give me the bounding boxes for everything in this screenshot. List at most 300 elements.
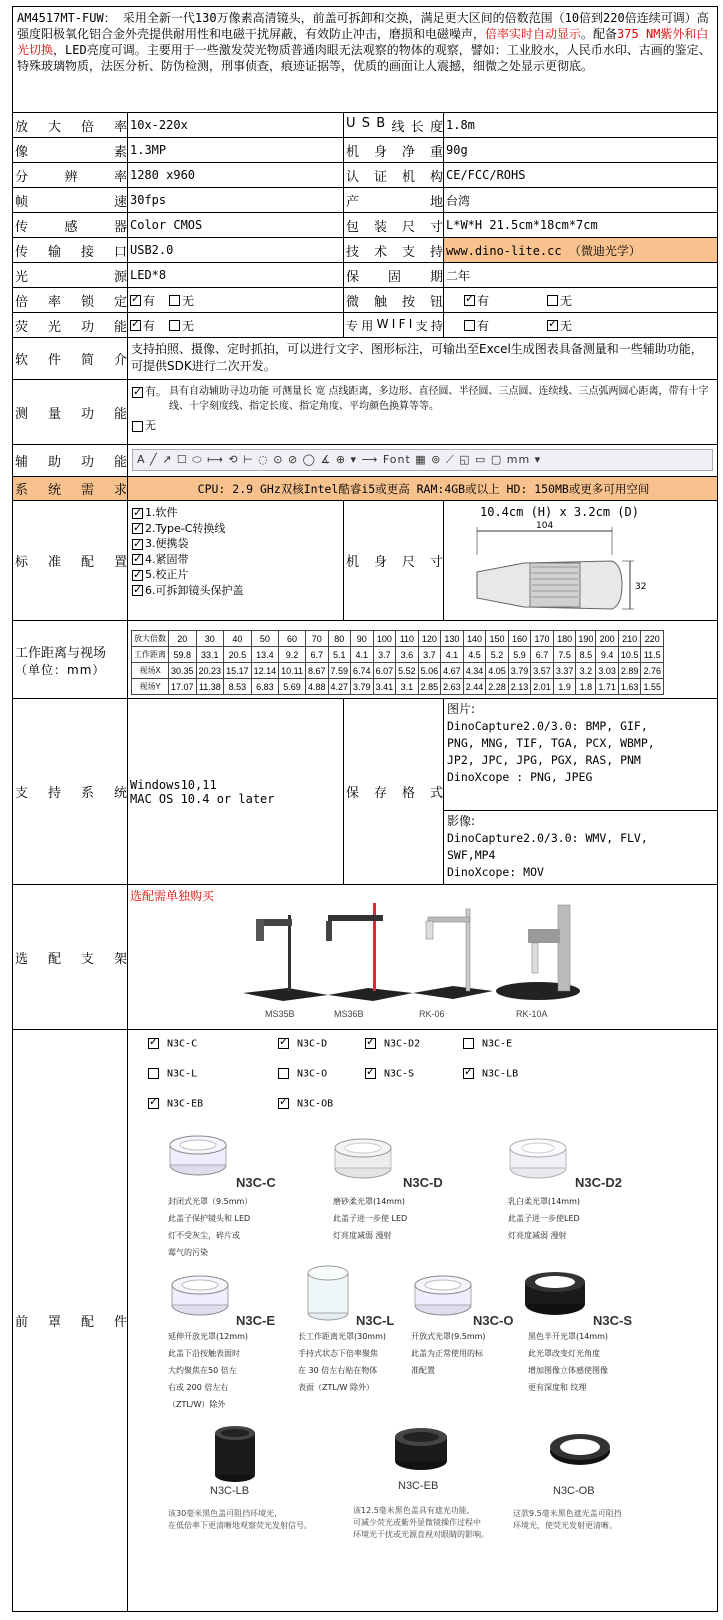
workdist-row: [132, 631, 664, 647]
workdist-cell: 140: [463, 631, 486, 647]
workdist-cell: 5.06: [418, 663, 441, 679]
lens-hood-description-line: 此盖子进一步使LED: [508, 1214, 580, 1223]
workdist-cell: 6.74: [351, 663, 374, 679]
stand-rk10a-image: [496, 905, 580, 1000]
stand-ms36b-image: [326, 903, 413, 1001]
workdist-cell: 190: [576, 631, 596, 647]
fmt-label-text: 保 存 格 式: [346, 786, 443, 801]
workdist-cell: 2.63: [441, 679, 464, 695]
spec-value: 90g: [444, 138, 717, 163]
cap-option-label: N3C-O: [297, 1068, 328, 1080]
spec-value: LED*8: [128, 263, 344, 288]
workdist-cell: 10.11: [279, 663, 306, 679]
meas-label-text: 测 量 功 能: [15, 406, 127, 422]
spec-label: 像 素: [13, 138, 128, 163]
standard-item: [132, 567, 339, 583]
lens-hood-description-line: 此盖为正常使用的标: [411, 1349, 483, 1358]
image-format-line1: DinoCapture2.0/3.0: BMP, GIF,: [447, 719, 648, 733]
intro-highlight-2: 375 NM紫外和白光切换: [17, 27, 709, 57]
cap-option: [278, 1098, 333, 1110]
cap-option-label: N3C-E: [482, 1038, 513, 1050]
workdist-cell: 5.2: [486, 647, 509, 663]
standard-item-checkbox[interactable]: [132, 585, 143, 596]
lens-hood-description-line: 表面（ZTL/W 除外）: [298, 1383, 374, 1392]
workdist-cell: 2.01: [531, 679, 554, 695]
os-list: [128, 699, 344, 885]
spec-label: 产 地: [344, 188, 444, 213]
intro-part-3: ，LED亮度可调。主要用于一些激发荧光物质普通肉眼无法观察的物体的观察，譬如：工业胶水，人民币水印、古画的鉴定、特殊玻璃物质，法医分析、防伪检测，刑事侦查，痕迹证据等，优质的画面让人震撼，细微之处显示更彻底。: [17, 43, 711, 73]
aux-label: [13, 445, 128, 477]
system-label: [13, 477, 128, 501]
lens-hood-description: [168, 1328, 248, 1413]
stand-rk06-image: [413, 909, 493, 999]
standard-item: [132, 521, 339, 537]
workdist-cell: 3.41: [373, 679, 396, 695]
workdist-cell: 70: [305, 631, 328, 647]
cap-option-label: N3C-EB: [167, 1098, 204, 1110]
standard-item: [132, 536, 339, 552]
cap-option-checkbox[interactable]: [365, 1038, 376, 1049]
workdist-cell: 170: [531, 631, 554, 647]
image-format-line2: PNG, MNG, TIF, TGA, PCX, WBMP,: [447, 736, 655, 750]
standard-item-label: 1.软件: [145, 506, 178, 519]
standard-item-checkbox[interactable]: [132, 523, 143, 534]
touch-button-yes-label: 有: [477, 293, 490, 308]
fluorescent-no-label: 无: [182, 318, 195, 333]
spec-label: 保 固 期: [344, 263, 444, 288]
lens-hood-description-line: 环境光干扰或光源直视对眼睛的影响。: [353, 1530, 489, 1539]
workdist-row-header: 视场X: [132, 663, 169, 679]
workdist-cell: 20.5: [224, 647, 252, 663]
fluorescent-yes-label: 有: [143, 318, 156, 333]
cap-option-checkbox[interactable]: [278, 1038, 289, 1049]
lens-hood-description: [353, 1505, 489, 1541]
touch-button-yes-checkbox[interactable]: [464, 295, 475, 306]
standard-item: [132, 552, 339, 568]
aux-toolbar-cell: [128, 445, 717, 477]
touch-label-text: 微 触 按 钮: [346, 294, 443, 310]
intro-part-2: 。配备: [581, 27, 618, 41]
workdist-cell: 60: [279, 631, 306, 647]
lens-hood-name: N3C-E: [236, 1313, 276, 1328]
lens-hood-description-line: 准配置: [411, 1366, 435, 1375]
workdist-cell: 1.8: [576, 679, 596, 695]
workdist-cell: 110: [396, 631, 419, 647]
measure-options: [128, 380, 717, 445]
os-mac: MAC OS 10.4 or later: [130, 791, 275, 806]
workdist-row: [132, 647, 664, 663]
spec-value: 1.8m: [444, 113, 717, 138]
spec-label: 技 术 支 持: [344, 238, 444, 263]
ratio-lock-no-label: 无: [182, 293, 195, 308]
ratio-lock-yes-checkbox[interactable]: [130, 295, 141, 306]
lens-hood-image: [170, 1275, 230, 1320]
workdist-cell: 1.55: [641, 679, 664, 695]
workdist-cell: 4.05: [486, 663, 509, 679]
ratio-lock-options: [128, 288, 344, 313]
microscope-dimension-drawing: [444, 515, 717, 621]
lens-hood-description-line: 霉气的污染: [168, 1248, 208, 1257]
lens-hood-description-line: 该30毫米黑色盖可阻挡环境光,: [168, 1509, 277, 1518]
spec-label: 传 感 器: [13, 213, 128, 238]
spec-value: 10x-220x: [128, 113, 344, 138]
workdist-cell: 17.07: [169, 679, 197, 695]
lens-hood-image: [548, 1425, 612, 1472]
workdist-cell: 120: [418, 631, 441, 647]
spec-label: U S B 线 长 度: [344, 113, 444, 138]
wifi-yes-label: 有: [477, 318, 490, 333]
dim-diameter-value: 32: [635, 582, 647, 592]
lens-hood-description-line: 此盖子保护镜头和 LED: [168, 1214, 251, 1223]
cap-option-label: N3C-D2: [384, 1038, 421, 1050]
lens-hood-name: N3C-OB: [553, 1485, 595, 1497]
spec-value: 30fps: [128, 188, 344, 213]
cap-option: [463, 1068, 518, 1080]
image-format-line4: DinoXcope : PNG, JPEG: [447, 770, 593, 784]
stands-note: 选配需单独购买: [130, 889, 215, 903]
workdist-cell: 80: [328, 631, 351, 647]
os-windows: Windows10,11: [130, 777, 217, 792]
workdist-cell: 6.7: [531, 647, 554, 663]
spec-label: 放 大 倍 率: [13, 113, 128, 138]
wifi-no-label: 无: [560, 318, 573, 333]
workdist-cell: 9.4: [596, 647, 619, 663]
workdist-cell: 8.67: [305, 663, 328, 679]
lens-hood-description-line: 此盖下沿按触表面时: [168, 1349, 240, 1358]
touch-button-no-label: 无: [560, 293, 573, 308]
workdist-cell: 3.1: [396, 679, 419, 695]
spec-sheet: [12, 6, 718, 1612]
spec-label: 认 证 机 构: [344, 163, 444, 188]
lens-hood-image: [306, 1265, 350, 1326]
workdist-cell: 4.67: [441, 663, 464, 679]
format-label: [344, 699, 444, 885]
fluorescent-options: [128, 313, 344, 338]
format-image-cell: [444, 699, 717, 811]
stand-label-text: 选 配 支 架: [15, 951, 127, 967]
workdist-row: [132, 679, 664, 695]
lens-hood-description-line: （ZTL/W）除外: [168, 1400, 226, 1409]
workdist-cell: 50: [251, 631, 279, 647]
ratio-lock-no-checkbox[interactable]: [169, 295, 180, 306]
video-format-line3: DinoXcope: MOV: [447, 865, 544, 879]
lens-hood-description-line: 磨砂柔光罩(14mm): [333, 1197, 406, 1206]
standard-item-checkbox[interactable]: [132, 570, 143, 581]
lens-hood-name: N3C-D: [403, 1175, 443, 1190]
workdist-cell: 59.8: [169, 647, 197, 663]
workdist-table: [131, 630, 664, 695]
workdist-cell: 4.27: [328, 679, 351, 695]
standard-item: [132, 583, 339, 599]
workdist-label-line2: （单位：mm）: [15, 662, 106, 677]
lens-hood-image: [213, 1425, 257, 1488]
workdist-cell: 2.89: [618, 663, 641, 679]
lens-hood-description-line: 此盖子进一步使 LED: [333, 1214, 408, 1223]
workdist-cell: 3.7: [418, 647, 441, 663]
workdist-cell: 20: [169, 631, 197, 647]
workdist-cell: 1.9: [553, 679, 576, 695]
intro-paragraph: [13, 7, 717, 113]
spec-value: 1280 x960: [128, 163, 344, 188]
lens-hood-description-line: 开放式光罩(9.5mm): [411, 1332, 486, 1341]
stands-label: [13, 885, 128, 1030]
intro-highlight-1: 倍率实时自动显示: [485, 27, 582, 41]
workdist-cell: 8.5: [576, 647, 596, 663]
touch-button-no-checkbox[interactable]: [547, 295, 558, 306]
sys-label-text: 系 统 需 求: [15, 483, 127, 498]
workdist-cell: 15.17: [224, 663, 252, 679]
touch-button-label: [344, 288, 444, 313]
workdist-cell: 2.85: [418, 679, 441, 695]
cap-option-label: N3C-OB: [297, 1098, 334, 1110]
image-format-title: 图片:: [447, 702, 476, 716]
workdist-label: [13, 621, 128, 699]
ratio-label-text: 倍 率 锁 定: [15, 294, 127, 310]
cap-option-checkbox[interactable]: [148, 1098, 159, 1109]
lens-hood-description-line: 该12.5毫米黑色盖具有遮光功能,: [353, 1506, 470, 1515]
workdist-cell: 6.7: [305, 647, 328, 663]
lens-hood-name: N3C-S: [593, 1313, 633, 1328]
body-size-label: [344, 501, 444, 621]
workdist-cell: 4.1: [441, 647, 464, 663]
lens-hood-description-line: 环境光，使荧光发射更清晰。: [513, 1521, 617, 1530]
workdist-cell: 6.07: [373, 663, 396, 679]
standard-item: [132, 505, 339, 521]
workdist-cell: 200: [596, 631, 619, 647]
lens-hood-image: [168, 1135, 228, 1180]
lens-hood-name: N3C-L: [356, 1313, 395, 1328]
fluorescent-label: [13, 313, 128, 338]
image-format-line3: JP2, JPC, JPG, PGX, RAS, PNM: [447, 753, 641, 767]
wifi-no-checkbox[interactable]: [547, 320, 558, 331]
workdist-cell: 10.5: [618, 647, 641, 663]
workdist-cell: 1.63: [618, 679, 641, 695]
lens-hood-description-line: 更有深度和 纹理: [528, 1383, 587, 1392]
soft-label-text: 软 件 简 介: [15, 353, 127, 368]
workdist-cell: 9.2: [279, 647, 306, 663]
workdist-cell: 5.1: [328, 647, 351, 663]
lens-hood-description: [528, 1328, 608, 1396]
lens-hood-name: N3C-EB: [398, 1480, 439, 1492]
workdist-cell: 90: [351, 631, 374, 647]
measure-description: 具有自动辅助寻边功能 可测量长 宽 点线距离，多边形、直径圆、半径圆、三点圆、连续线、三点弧两圆心距离，带有十字线、十字刻度线、指定长度、指定角度、平均颜色换算等等。: [169, 386, 709, 412]
video-format-title: 影像:: [447, 814, 476, 828]
cap-option: [148, 1038, 197, 1050]
standard-item-label: 2.Type-C转换线: [145, 521, 226, 535]
spec-value: 台湾: [444, 188, 717, 213]
workdist-cell: 2.44: [463, 679, 486, 695]
workdist-cell: 2.13: [508, 679, 531, 695]
lens-hood-name: N3C-D2: [575, 1175, 622, 1190]
workdist-cell: 1.71: [596, 679, 619, 695]
lens-hood-description: [168, 1508, 312, 1532]
workdist-cell: 5.9: [508, 647, 531, 663]
lens-hood-description-line: 手持式状态下倍率聚焦: [298, 1349, 378, 1358]
stand-ms35b-image: [243, 915, 328, 1001]
cap-option: [463, 1038, 512, 1050]
cap-option-checkbox[interactable]: [148, 1038, 159, 1049]
spec-value: CE/FCC/ROHS: [444, 163, 717, 188]
body-size-text: 10.4cm (H) x 3.2cm (D): [480, 505, 639, 519]
lens-hood-description-line: 在 30 倍左右贴在物体: [298, 1366, 378, 1375]
software-label: [13, 338, 128, 380]
stand-name-ms36b: MS36B: [334, 1009, 364, 1019]
lens-hood-description: [298, 1328, 386, 1396]
measure-no-label: 无: [145, 419, 156, 432]
workdist-cell: 7.5: [553, 647, 576, 663]
intro-part-1: AM4517MT-FUW： 采用全新一代130万像素高清镜头，前盖可拆卸和交换，满足更大区间的倍数范围（10倍到220倍连续可调）高强度阳极氧化铝合金外壳提供耐用性和电磁干扰屏蔽，有效防止冲击，磨损和电磁噪声，: [17, 11, 709, 41]
workdist-cell: 180: [553, 631, 576, 647]
toolbar-icons[interactable]: A ╱ ↗ ☐ ⬭ ⟼ ⟲ ⊢ ◌ ⊙ ⊘ ◯ ∡ ⊕ ▾ ⟶ Font ▦ ⊚ ⟋ ◱ ▭ ▢ mm ▾: [137, 453, 542, 466]
lens-hood-name: N3C-LB: [210, 1485, 250, 1497]
cap-option-label: N3C-LB: [482, 1068, 519, 1080]
standard-item-checkbox[interactable]: [132, 539, 143, 550]
workdist-cell: 4.34: [463, 663, 486, 679]
cap-option-checkbox[interactable]: [148, 1068, 159, 1079]
sup-label-text: 支 持 系 统: [15, 786, 127, 801]
wifi-yes-checkbox[interactable]: [464, 320, 475, 331]
dim-length-value: 104: [536, 521, 554, 531]
standard-label: [13, 501, 128, 621]
spec-label: 光 源: [13, 263, 128, 288]
spec-value: 二年: [444, 263, 717, 288]
workdist-cell: 3.7: [373, 647, 396, 663]
cap-option: [278, 1068, 327, 1080]
measurement-toolbar: [132, 449, 713, 471]
lens-hood-image: [393, 1425, 449, 1476]
lens-hood-description: [168, 1193, 252, 1261]
spec-label: 帧 速: [13, 188, 128, 213]
workdist-cell: 4.5: [463, 647, 486, 663]
spec-label: 机 身 净 重: [344, 138, 444, 163]
workdist-cell: 100: [373, 631, 396, 647]
workdist-label-line1: 工作距离与视场: [15, 645, 107, 661]
cap-option-checkbox[interactable]: [463, 1038, 474, 1049]
standard-item-checkbox[interactable]: [132, 508, 143, 519]
cap-option: [365, 1038, 420, 1050]
cap-option-checkbox[interactable]: [278, 1068, 289, 1079]
lens-hood-description-line: 长工作距离光罩(30mm): [298, 1332, 387, 1341]
lens-hood-description: [513, 1508, 622, 1532]
cap-option-checkbox[interactable]: [365, 1068, 376, 1079]
workdist-cell: 33.1: [196, 647, 224, 663]
aux-label-text: 辅 助 功 能: [15, 455, 127, 470]
lens-hood-description: [333, 1193, 407, 1244]
lens-hood-description-line: 大约聚焦在50 倍左: [168, 1366, 237, 1375]
lens-hood-image: [413, 1275, 473, 1320]
lens-hood-description-line: 封闭式光罩（9.5mm）: [168, 1197, 253, 1206]
format-video-cell: [444, 811, 717, 885]
workdist-cell: 8.53: [224, 679, 252, 695]
workdist-cell: 30.35: [169, 663, 197, 679]
cap-option-label: N3C-S: [384, 1068, 415, 1080]
standard-item-checkbox[interactable]: [132, 554, 143, 565]
workdist-row-header: 放大倍数: [132, 631, 169, 647]
lens-hood-image: [523, 1270, 587, 1321]
lens-hood-description-line: 灯不受灰尘，碎片或: [168, 1231, 240, 1240]
measure-no-checkbox[interactable]: [132, 421, 143, 432]
measure-label: [13, 380, 128, 445]
workdist-row: [132, 663, 664, 679]
standard-items: [128, 501, 344, 621]
lens-hood-description-line: 右或 200 倍左右: [168, 1383, 229, 1392]
spec-label: 包 装 尺 寸: [344, 213, 444, 238]
spec-value: www.dino-lite.cc （微迪光学）: [444, 238, 717, 263]
workdist-cell: 3.03: [596, 663, 619, 679]
workdist-cell: 3.79: [508, 663, 531, 679]
cap-option: [148, 1068, 197, 1080]
workdist-cell: 210: [618, 631, 641, 647]
lens-hood-description-line: 在低倍率下更清晰地观察荧光发射信号。: [168, 1521, 312, 1530]
fluo-label-text: 荧 光 功 能: [15, 319, 127, 335]
cap-option-checkbox[interactable]: [463, 1068, 474, 1079]
lens-hood-description-line: 增加图像立体感使图像: [528, 1366, 608, 1375]
measure-yes-checkbox[interactable]: [132, 387, 143, 398]
caps-cell: [128, 1030, 717, 1611]
video-format-line1: DinoCapture2.0/3.0: WMV, FLV,: [447, 831, 648, 845]
support-label: [13, 699, 128, 885]
caps-label: [13, 1030, 128, 1611]
body-size-drawing: [444, 501, 717, 621]
workdist-cell: 150: [486, 631, 509, 647]
fluorescent-no-checkbox[interactable]: [169, 320, 180, 331]
standard-item-label: 6.可拆卸镜头保护盖: [145, 583, 244, 597]
spec-value: Color CMOS: [128, 213, 344, 238]
cap-option: [365, 1068, 414, 1080]
lens-hood-description-line: 乳白柔光罩(14mm): [508, 1197, 581, 1206]
standard-item-label: 5.校正片: [145, 568, 189, 581]
workdist-cell: 11.5: [641, 647, 664, 663]
stand-name-rk10a: RK-10A: [516, 1009, 548, 1019]
spec-value: L*W*H 21.5cm*18cm*7cm: [444, 213, 717, 238]
cap-option-checkbox[interactable]: [278, 1098, 289, 1109]
stand-name-rk06: RK-06: [419, 1009, 445, 1019]
cap-option: [148, 1098, 203, 1110]
measure-yes-label: 有。: [145, 385, 167, 398]
lens-hood-description-line: 可减少荧光或紫外显微镜操作过程中: [353, 1518, 481, 1527]
lens-hood-description-line: 此光罩改变灯光角度: [528, 1349, 600, 1358]
workdist-cell: 13.4: [251, 647, 279, 663]
wifi-options: [444, 313, 717, 338]
wifi-label-text: 专 用 W I F I 支 持: [346, 316, 443, 333]
cap-option: [278, 1038, 327, 1050]
workdist-row-header: 工作距离: [132, 647, 169, 663]
workdist-cell: 3.2: [576, 663, 596, 679]
workdist-cell: 220: [641, 631, 664, 647]
lens-hood-image: [333, 1138, 393, 1183]
lens-hood-name: N3C-O: [473, 1313, 514, 1328]
workdist-cell: 3.79: [351, 679, 374, 695]
workdist-cell: 4.1: [351, 647, 374, 663]
fluorescent-yes-checkbox[interactable]: [130, 320, 141, 331]
stands-cell: [128, 885, 717, 1030]
cap-option-label: N3C-C: [167, 1038, 198, 1050]
spec-label: 传 输 接 口: [13, 238, 128, 263]
ratio-lock-yes-label: 有: [143, 293, 156, 308]
standard-item-label: 4.紧固带: [145, 552, 189, 566]
workdist-cell: 40: [224, 631, 252, 647]
touch-button-options: [444, 288, 717, 313]
caps-label-text: 前 罩 配 件: [15, 1315, 127, 1330]
system-requirements: CPU: 2.9 GHz双核Intel酷睿i5或更高 RAM:4GB或以上 HD: 150MB或更多可用空间: [128, 477, 717, 501]
lens-hood-description: [411, 1328, 486, 1379]
lens-hood-name: N3C-C: [236, 1175, 276, 1190]
spec-label: 分 辨 率: [13, 163, 128, 188]
workdist-cell: 5.69: [279, 679, 306, 695]
lens-hood-description-line: 黑色半开光罩(14mm): [528, 1332, 609, 1341]
cap-option-label: N3C-L: [167, 1068, 198, 1080]
lens-hood-description-line: 灯亮度减弱 漫射: [508, 1231, 567, 1240]
